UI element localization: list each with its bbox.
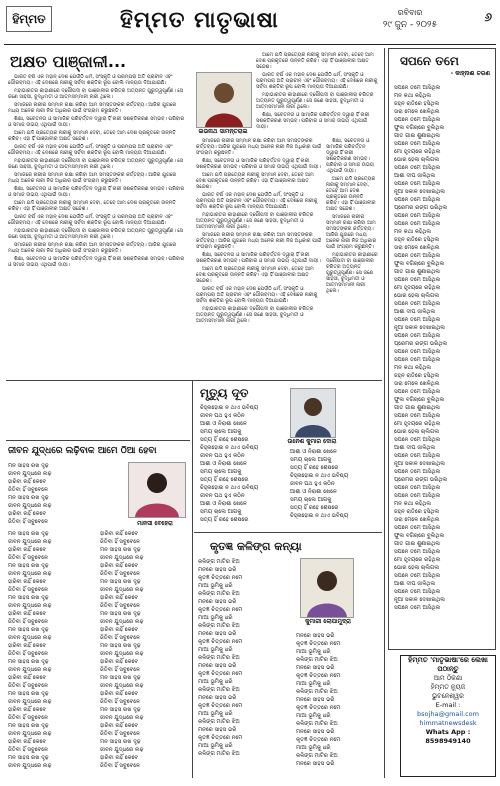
portrait-illustration bbox=[291, 389, 335, 437]
section-divider bbox=[6, 380, 382, 381]
poem-line: ସପନେ ତମେ ଆସିଥିଲ bbox=[394, 413, 441, 419]
poem-line: ଜୀବନ ଯୁଦ୍ଧରେ ଲଢ଼ bbox=[8, 699, 52, 705]
poem-line: ଜୀବନ ପଥ ହୁଏ କଠିନ bbox=[200, 453, 245, 459]
poem-line: ହାରିବା ନାହିଁ କେବେ bbox=[100, 755, 139, 761]
poem-line: ସପନେ ତମେ ଆସିଥିଲ bbox=[394, 197, 441, 203]
poem-line: ହାରିବା ନାହିଁ କେବେ bbox=[8, 707, 47, 713]
poem-line: କୃତଜ୍ଞ ଚିତ୍ତରେ ନମେ bbox=[296, 705, 341, 711]
article-paragraph: ଆମେ ଯଦି ପ୍ରତ୍ୟେକ ନାରୀକୁ ସମ୍ମାନ ଦେବା, ତେବେ ଆମ ଦେଶ ପ୍ରକୃତରେ ଉନ୍ନତି କରିବ। ଏହା ହିଁ ପାଞ୍ଜାଳୀର ଅକ୍ଷତ ସନ୍ଦେଶ। bbox=[326, 176, 376, 212]
article-paragraph: ସମାଜରେ ନାରୀର ସମ୍ମାନ ରକ୍ଷା କରିବା ଆମ ସମସ୍ତଙ୍କର କର୍ତ୍ତବ୍ୟ। ଆଜିର ଯୁଗରେ ମଧ୍ୟ ଅନେକ ନାରୀ ନିଜ ଅଧିକାର ପାଇଁ ସଂଗ୍ରାମ କରୁଛନ୍ତି। bbox=[8, 172, 177, 184]
poem-line: ସପନେ ତମେ ଆସିଥିଲ bbox=[394, 349, 441, 355]
poem-line: ଫୁଲ ବଗିଚାରେ ବୁଲିଥିଲ bbox=[394, 533, 445, 539]
poem-line: ଜହ୍ନ ରାତିରେ ହସିଥିଲ bbox=[394, 509, 440, 515]
poem-lines-col1 bbox=[8, 530, 98, 770]
poem-line: ମନରେ ସାହସ ଭରି bbox=[296, 665, 335, 671]
article-paragraph: ଭାରତ ବର୍ଷ ଏକ ମହାନ୍ ଦେଶ ଯେଉଁଠି ଧର୍ମ, ସଂସ୍କୃତି ଓ ପରମ୍ପରା ଅତି ପ୍ରାଚୀନ ଏବଂ ଗୌରବମୟ। ଏହି ଦେଶରେ ନାରୀକୁ ସର୍ବଦା ଶକ୍ତିର ରୂପ ବୋଲି ମାନ୍ୟତା ଦିଆଯାଇଛି। bbox=[8, 214, 173, 226]
contact-site[interactable]: himmatnewsdesk bbox=[419, 719, 477, 727]
poem-line: ତାରା ମେଳେ ଖେଳିଥିଲ bbox=[394, 245, 440, 251]
article-body-col3 bbox=[256, 52, 378, 138]
poem-line: ଆଶା ଦୀପ ଜାଳିଥିଲ bbox=[394, 173, 436, 179]
poem-line: ଜିତିବା ହିଁ ସବୁବେଳେ bbox=[8, 715, 49, 721]
poem-author: - କାହ୍ନାଈ ଚରଣ bbox=[450, 70, 490, 77]
poem-author: ଉନେଶ କୁମାର ଦୋରା bbox=[287, 438, 337, 445]
poem-line: ସପନେ ତମେ ଆସିଥିଲ bbox=[394, 357, 441, 363]
poem-line: ମାଆ ଭୂମିକୁ ଧରି bbox=[296, 713, 331, 719]
poem-line: ଜିତିବା ହିଁ ସବୁବେଳେ bbox=[8, 683, 49, 689]
poem-line: ପ୍ରେମର ରଙ୍ଗ ଭରିଥିଲ bbox=[394, 205, 448, 211]
poem-line: ସମୟ ଚାଲେ ଆଗକୁ bbox=[200, 469, 242, 475]
poem-line: ମନ ସାହସ ରଖ ଦୃଢ଼ bbox=[100, 675, 141, 681]
poem-line: ସପନେ ତମେ ଆସିଥିଲ bbox=[394, 605, 441, 611]
submission-contact-box bbox=[400, 655, 496, 777]
poem-line: ଆଶା ଓ ନିରାଶା ଖେଳେ bbox=[290, 489, 337, 495]
poem-line: ସପନେ ତମେ ଆସିଥିଲ bbox=[394, 165, 441, 171]
column-divider bbox=[192, 380, 193, 778]
contact-title: ହିମ୍ମତ 'ମାତୃଭାଷା'ରେ ଲେଖା ପଠାନ୍ତୁ bbox=[408, 656, 488, 673]
article-paragraph: ମହାଭାରତର କାହାଣୀରେ ଦ୍ରୌପଦୀ ବା ପାଞ୍ଜାଳୀର ଚରିତ୍ର ଅତ୍ୟନ୍ତ ଗୁରୁତ୍ୱପୂର୍ଣ୍ଣ। ସେ ଜଣେ ସାହସୀ, ବୁଦ୍ଧିମତୀ ଓ ଆତ୍ମସମ୍ମାନୀ ନାରୀ ଥିଲେ। bbox=[196, 212, 314, 230]
page-number: ୬ bbox=[484, 10, 492, 24]
poem-line: କୃତଜ୍ଞ ଚିତ୍ତରେ ନମେ bbox=[198, 575, 243, 581]
poem-line: ଫୁଲ ବଗିଚାରେ ବୁଲିଥିଲ bbox=[394, 125, 445, 131]
poem-line: ସପନେ ତମେ ଆସିଥିଲ bbox=[394, 389, 441, 395]
poem-author: କୁମାରୀ ଲୋପାମୁଦ୍ରା bbox=[305, 618, 351, 625]
poem-line: ଜୀବନ ଯୁଦ୍ଧରେ ଲଢ଼ bbox=[100, 619, 144, 625]
poem-line: ଫୁଲ ବଗିଚାରେ ବୁଲିଥିଲ bbox=[394, 261, 445, 267]
poem-line: ସପନେ ତମେ ଆସିଥିଲ bbox=[394, 277, 441, 283]
poem-line: ନୂଆ ସକାଳ ଦେଖାଇଥିଲ bbox=[394, 597, 445, 603]
poem-lines-col1 bbox=[198, 558, 294, 758]
poem-line: କୃତଜ୍ଞ ଚିତ୍ତରେ ନମେ bbox=[296, 641, 341, 647]
poem-line: ସପନେ ତମେ ଆସିଥିଲ bbox=[394, 301, 441, 307]
poem-line: ଜହ୍ନ ରାତିରେ ହସିଥିଲ bbox=[394, 237, 440, 243]
poem-line: ତାରା ମେଳେ ଖେଳିଥିଲ bbox=[394, 517, 440, 523]
poem-line: ମନରେ ସାହସ ଭରି bbox=[198, 727, 237, 733]
poem-line: ସପନେ ତମେ ଆସିଥିଲ bbox=[394, 469, 441, 475]
poem-line: ମନ ସାହସ ରଖ ଦୃଢ଼ bbox=[8, 563, 49, 569]
poem-line: ଜହ୍ନ ରାତିରେ ହସିଥିଲ bbox=[394, 373, 440, 379]
article-paragraph: ଶିକ୍ଷା, ସଚେତନତା ଓ ସାମାଜିକ ପରିବର୍ତ୍ତନ ଦ୍ୱାରା ହିଁ ନାରୀ ସଶକ୍ତିକରଣ ସମ୍ଭବ। ପରିବାର ଓ ସମାଜ ଉଭୟ ଏଥିପାଇଁ ଦାୟୀ। bbox=[196, 158, 321, 170]
article-author: ଇଭନାଥ ସାମନ୍ତରାଇ bbox=[198, 128, 248, 135]
article-body-col1 bbox=[8, 74, 188, 376]
poem-line: ସପନେ ତମେ ଆସିଥିଲ bbox=[394, 253, 441, 259]
poem-line: ଜିତିବା ହିଁ ସବୁବେଳେ bbox=[100, 539, 141, 545]
poem-line: ସପନେ ତମେ ଆସିଥିଲ bbox=[394, 589, 441, 595]
poem-line: ହାରିବା ନାହିଁ କେବେ bbox=[100, 691, 139, 697]
poem-line: ଜୀବନ ଯୁଦ୍ଧରେ ଲଢ଼ bbox=[8, 503, 52, 509]
article-paragraph: ମହାଭାରତର କାହାଣୀରେ ଦ୍ରୌପଦୀ ବା ପାଞ୍ଜାଳୀର ଚରିତ୍ର ଅତ୍ୟନ୍ତ ଗୁରୁତ୍ୱପୂର୍ଣ୍ଣ। ସେ ଜଣେ ସାହସୀ, ବୁଦ୍ଧିମତୀ ଓ ଆତ୍ମସମ୍ମାନୀ ନାରୀ ଥିଲେ। bbox=[196, 306, 314, 324]
email-label: E-mail : bbox=[435, 701, 461, 709]
poem-line: ହାରିବା ନାହିଁ କେବେ bbox=[100, 659, 139, 665]
portrait-illustration bbox=[301, 559, 353, 617]
poem-line: ହାରିବା ନାହିଁ କେବେ bbox=[8, 547, 47, 553]
poem-title: ସପନେ ତମେ bbox=[400, 54, 459, 68]
poem-line: ସପନେ ତମେ ଆସିଥିଲ bbox=[394, 333, 441, 339]
poem-line: ଆଶା ଦୀପ ଜାଳିଥିଲ bbox=[394, 309, 436, 315]
poem-line: ଆଶା ଓ ନିରାଶା ଖେଳେ bbox=[290, 449, 337, 455]
poem-line: ଜୀବନ ଯୁଦ୍ଧରେ ଲଢ଼ bbox=[100, 683, 144, 689]
poem-line: ଭୋର ହେଲା ଚାଲିଗଲ bbox=[394, 565, 440, 571]
contact-line: ଭୁବନେଶ୍ୱର bbox=[432, 692, 464, 700]
poem-line: ଜୀବନ ଯୁଦ୍ଧରେ ଲଢ଼ bbox=[8, 571, 52, 577]
poem-line: କଳିଙ୍ଗ ମାଟିର ଝିଅ bbox=[198, 559, 240, 565]
column-divider bbox=[384, 48, 385, 778]
poem-line: ସପନେ ତମେ ଆସିଥିଲ bbox=[394, 221, 441, 227]
article-paragraph: ଶିକ୍ଷା, ସଚେତନତା ଓ ସାମାଜିକ ପରିବର୍ତ୍ତନ ଦ୍ୱାରା ହିଁ ନାରୀ ସଶକ୍ତିକରଣ ସମ୍ଭବ। ପରିବାର ଓ ସମାଜ ଉଭୟ ଏଥିପାଇଁ ଦାୟୀ। bbox=[256, 112, 370, 130]
poem-line: ଜିତିବା ହିଁ ସବୁବେଳେ bbox=[8, 555, 49, 561]
poem-line: କଳିଙ୍ଗ ମାଟିର ଝିଅ bbox=[198, 687, 240, 693]
poem-line: ମାଆ ଭୂମିକୁ ଧରି bbox=[198, 647, 233, 653]
poem-line: କୃତଜ୍ଞ ଚିତ୍ତରେ ନମେ bbox=[198, 671, 243, 677]
poem-line: ଜୀବନ ପଥ ହୁଏ କଠିନ bbox=[200, 493, 245, 499]
poem-line: ଚିହ୍ନାହୋଇ ନ ଥାଏ ଭବିଷ୍ୟ bbox=[200, 485, 259, 491]
poem-line: ମନରେ ସାହସ ଭରି bbox=[296, 633, 335, 639]
poem-line: ଜୀବନ ଯୁଦ୍ଧରେ ଲଢ଼ bbox=[8, 635, 52, 641]
poem-line: ସପନେ ତମେ ଆସିଥିଲ bbox=[394, 437, 441, 443]
poem-lines-right bbox=[290, 448, 380, 520]
poem-line: ହାରିବା ନାହିଁ କେବେ bbox=[8, 511, 47, 517]
article-paragraph: ଆମେ ଯଦି ପ୍ରତ୍ୟେକ ନାରୀକୁ ସମ୍ମାନ ଦେବା, ତେବେ ଆମ ଦେଶ ପ୍ରକୃତରେ ଉନ୍ନତି କରିବ। ଏହା ହିଁ ପାଞ୍ଜାଳୀର ଅକ୍ଷତ ସନ୍ଦେଶ। bbox=[8, 130, 176, 142]
poem-line: ଜିତିବା ହିଁ ସବୁବେଳେ bbox=[100, 699, 141, 705]
poem-line: ମନ ସାହସ ରଖ ଦୃଢ଼ bbox=[100, 611, 141, 617]
poem-line: ଜୀବନ ଯୁଦ୍ଧରେ ଲଢ଼ bbox=[100, 651, 144, 657]
poem-line: କଳିଙ୍ଗ ମାଟିର ଝିଅ bbox=[296, 753, 338, 759]
poem-line: ପ୍ରେମର ରଙ୍ଗ ଭରିଥିଲ bbox=[394, 477, 448, 483]
poem-lines-col2 bbox=[100, 530, 190, 770]
poem-line: ମାଆ ଭୂମିକୁ ଧରି bbox=[198, 743, 233, 749]
poem-line: ହାରିବା ନାହିଁ କେବେ bbox=[8, 611, 47, 617]
poem-line: ମାଆ ଭୂମିକୁ ଧରି bbox=[198, 679, 233, 685]
poem-line: ମନରେ ସାହସ ଭରି bbox=[296, 761, 335, 767]
poem-line: ନୂଆ ସକାଳ ଦେଖାଇଥିଲ bbox=[394, 189, 445, 195]
page-title: ହିମ୍ମତ ମାତୃଭାଷା bbox=[120, 8, 279, 33]
poem-line: ଭୋର ହେଲା ଚାଲିଗଲ bbox=[394, 293, 440, 299]
poem-line: ମନରେ ସାହସ ଭରି bbox=[198, 567, 237, 573]
poem-line: ଜୀବନ ଯୁଦ୍ଧରେ ଲଢ଼ bbox=[100, 747, 144, 753]
poem-line: ଜୀବନ ପଥ ହୁଏ କଠିନ bbox=[200, 413, 245, 419]
poem-line: ସମୟ ଚାଲେ ଆଗକୁ bbox=[290, 497, 332, 503]
poem-line: ସପନେ ତମେ ଆସିଥିଲ bbox=[394, 85, 441, 91]
article-paragraph: ମହାଭାରତର କାହାଣୀରେ ଦ୍ରୌପଦୀ ବା ପାଞ୍ଜାଳୀର ଚରିତ୍ର ଅତ୍ୟନ୍ତ ଗୁରୁତ୍ୱପୂର୍ଣ୍ଣ। ସେ ଜଣେ ସାହସୀ, ବୁଦ୍ଧିମତୀ ଓ ଆତ୍ମସମ୍ମାନୀ ନାରୀ ଥିଲେ। bbox=[8, 228, 184, 240]
poem-line: କୃତଜ୍ଞ ଚିତ୍ତରେ ନମେ bbox=[198, 639, 243, 645]
article-paragraph: ଶିକ୍ଷା, ସଚେତନତା ଓ ସାମାଜିକ ପରିବର୍ତ୍ତନ ଦ୍ୱାରା ହିଁ ନାରୀ ସଶକ୍ତିକରଣ ସମ୍ଭବ। ପରିବାର ଓ ସମାଜ ଉଭୟ ଏଥିପାଇଁ ଦାୟୀ। bbox=[326, 138, 374, 174]
article-body-col4 bbox=[326, 138, 378, 376]
portrait-illustration bbox=[129, 463, 185, 517]
poem-line: ମାଆ ଭୂମିକୁ ଧରି bbox=[296, 745, 331, 751]
poem-line: ମନ କଥା କହିଥିଲ bbox=[394, 229, 432, 235]
poem-line: ଆଶା ଦୀପ ଜାଳିଥିଲ bbox=[394, 445, 436, 451]
poem-line: କୃତଜ୍ଞ ଚିତ୍ତରେ ନମେ bbox=[198, 607, 243, 613]
article-paragraph: ଆମେ ଯଦି ପ୍ରତ୍ୟେକ ନାରୀକୁ ସମ୍ମାନ ଦେବା, ତେବେ ଆମ ଦେଶ ପ୍ରକୃତରେ ଉନ୍ନତି କରିବ। ଏହା ହିଁ ପାଞ୍ଜାଳୀର ଅକ୍ଷତ ସନ୍ଦେଶ। bbox=[196, 172, 314, 190]
contact-line: ହିମ୍ମତ ନ୍ୟୁଜ bbox=[430, 683, 466, 691]
poem-line: ହାରିବା ନାହିଁ କେବେ bbox=[8, 479, 47, 485]
poem-line: କଳିଙ୍ଗ ମାଟିର ଝିଅ bbox=[198, 623, 240, 629]
poem-line: ଜୀବନ ଯୁଦ୍ଧରେ ଲଢ଼ bbox=[8, 667, 52, 673]
poem-line: ଜିତିବା ହିଁ ସବୁବେଳେ bbox=[8, 747, 49, 753]
poem-line: ଚିହ୍ନାହୋଇ ନ ଥାଏ ଭବିଷ୍ୟ bbox=[290, 473, 349, 479]
poem-line: କୃତଜ୍ଞ ଚିତ୍ତରେ ନମେ bbox=[198, 703, 243, 709]
poem-line: ଆଶା ଓ ନିରାଶା ଖେଳେ bbox=[200, 421, 247, 427]
poem-line: କଳିଙ୍ଗ ମାଟିର ଝିଅ bbox=[198, 719, 240, 725]
poem-line: କଳିଙ୍ଗ ମାଟିର ଝିଅ bbox=[198, 655, 240, 661]
article-paragraph: ମହାଭାରତର କାହାଣୀରେ ଦ୍ରୌପଦୀ ବା ପାଞ୍ଜାଳୀର ଚରିତ୍ର ଅତ୍ୟନ୍ତ ଗୁରୁତ୍ୱପୂର୍ଣ୍ଣ। ସେ ଜଣେ ସାହସୀ, ବୁଦ୍ଧିମତୀ ଓ ଆତ୍ମସମ୍ମାନୀ ନାରୀ ଥିଲେ। bbox=[256, 92, 374, 110]
poem-line: ହାରିବା ନାହିଁ କେବେ bbox=[8, 739, 47, 745]
poem-line: ସମୟ ଚାଲେ ଆଗକୁ bbox=[200, 509, 242, 515]
poem-line: ସତ୍ୟ ହିଁ ରହେ ଶେଷରେ bbox=[290, 505, 339, 511]
poem-line: ଜୀବନ ଯୁଦ୍ଧରେ ଲଢ଼ bbox=[8, 763, 52, 769]
poem-line: ହାରିବା ନାହିଁ କେବେ bbox=[100, 531, 139, 537]
poem-line: ଆଶା ଓ ନିରାଶା ଖେଳେ bbox=[200, 501, 247, 507]
article-paragraph: ଶିକ୍ଷା, ସଚେତନତା ଓ ସାମାଜିକ ପରିବର୍ତ୍ତନ ଦ୍ୱାରା ହିଁ ନାରୀ ସଶକ୍ତିକରଣ ସମ୍ଭବ। ପରିବାର ଓ ସମାଜ ଉଭୟ ଏଥିପାଇଁ ଦାୟୀ। bbox=[8, 186, 185, 198]
poem-line: ଜିତିବା ହିଁ ସବୁବେଳେ bbox=[8, 651, 49, 657]
poem-line: ସପନେ ତମେ ଆସିଥିଲ bbox=[394, 549, 441, 555]
poem-line: ସମୟ ଚାଲେ ଆଗକୁ bbox=[200, 429, 242, 435]
poem-line: ମୋ ହୃଦୟରେ ରହିଥିଲ bbox=[394, 557, 441, 563]
poem-line: ଜୀବନ ପଥ ହୁଏ କଠିନ bbox=[290, 481, 335, 487]
poem-line: କଳିଙ୍ଗ ମାଟିର ଝିଅ bbox=[296, 657, 338, 663]
poem-line: ମନରେ ସାହସ ଭରି bbox=[198, 695, 237, 701]
poem-line: ହାରିବା ନାହିଁ କେବେ bbox=[100, 563, 139, 569]
poem-line: ସପନେ ତମେ ଆସିଥିଲ bbox=[394, 573, 441, 579]
poem-line: ତାରା ମେଳେ ଖେଳିଥିଲ bbox=[394, 381, 440, 387]
poem-line: ମନ ସାହସ ରଖ ଦୃଢ଼ bbox=[8, 627, 49, 633]
poet-photo bbox=[290, 388, 336, 438]
poem-line: କଳିଙ୍ଗ ମାଟିର ଝିଅ bbox=[296, 689, 338, 695]
poem-title: ଜୀବନ ଯୁଦ୍ଧରେ ଲଢ଼ିବାକ ଆମେ ଠିଆ ହେବା bbox=[8, 446, 157, 456]
article-paragraph: ଭାରତ ବର୍ଷ ଏକ ମହାନ୍ ଦେଶ ଯେଉଁଠି ଧର୍ମ, ସଂସ୍କୃତି ଓ ପରମ୍ପରା ଅତି ପ୍ରାଚୀନ ଏବଂ ଗୌରବମୟ। ଏହି ଦେଶରେ ନାରୀକୁ ସର୍ବଦା ଶକ୍ତିର ରୂପ ବୋଲି ମାନ୍ୟତା ଦିଆଯାଇଛି। bbox=[196, 192, 318, 210]
newspaper-logo: ହିମ୍ମତ bbox=[6, 6, 52, 32]
poem-line: ସମୟ ଚାଲେ ଆଗକୁ bbox=[290, 457, 332, 463]
poem-line: ମନ ସାହସ ରଖ ଦୃଢ଼ bbox=[8, 463, 49, 469]
section-divider bbox=[6, 440, 190, 441]
poem-line: ସତ୍ୟ ହିଁ ରହେ ଶେଷରେ bbox=[290, 465, 339, 471]
poem-line: ମନ ସାହସ ରଖ ଦୃଢ଼ bbox=[100, 707, 141, 713]
poem-line: ହାରିବା ନାହିଁ କେବେ bbox=[100, 627, 139, 633]
poem-line: କୃତଜ୍ଞ ଚିତ୍ତରେ ନମେ bbox=[296, 737, 341, 743]
poem-line: ଜିତିବା ହିଁ ସବୁବେଳେ bbox=[100, 731, 141, 737]
poem-line: ମନ ସାହସ ରଖ ଦୃଢ଼ bbox=[8, 595, 49, 601]
poem-line: କଳିଙ୍ଗ ମାଟିର ଝିଅ bbox=[296, 721, 338, 727]
article-paragraph: ସମାଜରେ ନାରୀର ସମ୍ମାନ ରକ୍ଷା କରିବା ଆମ ସମସ୍ତଙ୍କର କର୍ତ୍ତବ୍ୟ। ଆଜିର ଯୁଗରେ ମଧ୍ୟ ଅନେକ ନାରୀ ନିଜ ଅଧିକାର ପାଇଁ ସଂଗ୍ରାମ କରୁଛନ୍ତି। bbox=[8, 242, 177, 254]
poem-title: କୃତଜ୍ଞ କଳିଙ୍ଗ କନ୍ୟା bbox=[210, 540, 302, 553]
poem-line: ସପନେ ତମେ ଆସିଥିଲ bbox=[394, 525, 441, 531]
poem-lines bbox=[8, 462, 126, 526]
poem-line: ଚିହ୍ନାହୋଇ ନ ଥାଏ ଭବିଷ୍ୟ bbox=[200, 445, 259, 451]
article-paragraph: ଭାରତ ବର୍ଷ ଏକ ମହାନ୍ ଦେଶ ଯେଉଁଠି ଧର୍ମ, ସଂସ୍କୃତି ଓ ପରମ୍ପରା ଅତି ପ୍ରାଚୀନ ଏବଂ ଗୌରବମୟ। ଏହି ଦେଶରେ ନାରୀକୁ ସର୍ବଦା ଶକ୍ତିର ରୂପ ବୋଲି ମାନ୍ୟତା ଦିଆଯାଇଛି। bbox=[8, 144, 173, 156]
poem-line: ମୋ ହୃଦୟରେ ରହିଥିଲ bbox=[394, 285, 441, 291]
poem-line: ତାରା ମେଳେ ଖେଳିଥିଲ bbox=[394, 109, 440, 115]
poem-line: କୃତଜ୍ଞ ଚିତ୍ତରେ ନମେ bbox=[296, 673, 341, 679]
poem-line: ସପନେ ତମେ ଆସିଥିଲ bbox=[394, 213, 441, 219]
poem-line: ମନ କଥା କହିଥିଲ bbox=[394, 365, 432, 371]
poem-line: ହାରିବା ନାହିଁ କେବେ bbox=[100, 595, 139, 601]
author-photo bbox=[196, 72, 252, 128]
masthead bbox=[0, 0, 500, 44]
poem-line: ସପନେ ତମେ ଆସିଥିଲ bbox=[394, 181, 441, 187]
poem-line: ଗୀତ ଗାଇ ଶୁଣାଇଥିଲ bbox=[394, 269, 440, 275]
poem-line: ମନ ସାହସ ରଖ ଦୃଢ଼ bbox=[100, 547, 141, 553]
poem-line: ମନ ସାହସ ରଖ ଦୃଢ଼ bbox=[100, 579, 141, 585]
poem-line: ମାଆ ଭୂମିକୁ ଧରି bbox=[296, 681, 331, 687]
poem-line: ହାରିବା ନାହିଁ କେବେ bbox=[100, 723, 139, 729]
poem-line: ଜୀବନ ଯୁଦ୍ଧରେ ଲଢ଼ bbox=[100, 587, 144, 593]
poem-line: ସତ୍ୟ ହିଁ ରହେ ଶେଷରେ bbox=[200, 517, 249, 523]
poem-line: ଆଶା ଓ ନିରାଶା ଖେଳେ bbox=[200, 461, 247, 467]
poem-lines bbox=[394, 84, 490, 612]
date-box bbox=[360, 8, 460, 38]
poem-line: ମନରେ ସାହସ ଭରି bbox=[296, 729, 335, 735]
poem-line: ଜିତିବା ହିଁ ସବୁବେଳେ bbox=[100, 603, 141, 609]
article-title: ଅକ୍ଷତ ପାଞ୍ଜାଳୀ... bbox=[10, 52, 127, 71]
portrait-illustration bbox=[197, 73, 251, 127]
article-paragraph: ଆମେ ଯଦି ପ୍ରତ୍ୟେକ ନାରୀକୁ ସମ୍ମାନ ଦେବା, ତେବେ ଆମ ଦେଶ ପ୍ରକୃତରେ ଉନ୍ନତି କରିବ। ଏହା ହିଁ ପାଞ୍ଜାଳୀର ଅକ୍ଷତ ସନ୍ଦେଶ। bbox=[196, 266, 314, 284]
poem-line: ସପନେ ତମେ ଆସିଥିଲ bbox=[394, 493, 441, 499]
poem-line: ଜିତିବା ହିଁ ସବୁବେଳେ bbox=[100, 667, 141, 673]
poem-line: ସପନେ ତମେ ଆସିଥିଲ bbox=[394, 317, 441, 323]
poem-line: ଜୀବନ ଯୁଦ୍ଧରେ ଲଢ଼ bbox=[8, 603, 52, 609]
poem-line: ଜୀବନ ଯୁଦ୍ଧରେ ଲଢ଼ bbox=[100, 555, 144, 561]
poem-line: ଜିତିବା ହିଁ ସବୁବେଳେ bbox=[8, 519, 49, 525]
poem-line: ଜୀବନ ଯୁଦ୍ଧରେ ଲଢ଼ bbox=[8, 471, 52, 477]
poem-line: ମୋ ହୃଦୟରେ ରହିଥିଲ bbox=[394, 149, 441, 155]
poem-title: ମୃତ୍ୟୁ ଦୂତ bbox=[200, 386, 249, 400]
poem-line: ହାରିବା ନାହିଁ କେବେ bbox=[8, 643, 47, 649]
poem-line: କଳିଙ୍ଗ ମାଟିର ଝିଅ bbox=[198, 591, 240, 597]
poem-line: ଗୀତ ଗାଇ ଶୁଣାଇଥିଲ bbox=[394, 541, 440, 547]
poem-line: ଜହ୍ନ ରାତିରେ ହସିଥିଲ bbox=[394, 101, 440, 107]
article-paragraph: ଆମେ ଯଦି ପ୍ରତ୍ୟେକ ନାରୀକୁ ସମ୍ମାନ ଦେବା, ତେବେ ଆମ ଦେଶ ପ୍ରକୃତରେ ଉନ୍ନତି କରିବ। ଏହା ହିଁ ପାଞ୍ଜାଳୀର ଅକ୍ଷତ ସନ୍ଦେଶ। bbox=[256, 52, 374, 70]
poem-line: ହାରିବା ନାହିଁ କେବେ bbox=[8, 675, 47, 681]
poem-line: ସପନେ ତମେ ଆସିଥିଲ bbox=[394, 117, 441, 123]
poem-line: ମାଆ ଭୂମିକୁ ଧରି bbox=[198, 711, 233, 717]
poem-line: ଜିତିବା ହିଁ ସବୁବେଳେ bbox=[100, 571, 141, 577]
article-paragraph: ଶିକ୍ଷା, ସଚେତନତା ଓ ସାମାଜିକ ପରିବର୍ତ୍ତନ ଦ୍ୱାରା ହିଁ ନାରୀ ସଶକ୍ତିକରଣ ସମ୍ଭବ। ପରିବାର ଓ ସମାଜ ଉଭୟ ଏଥିପାଇଁ ଦାୟୀ। bbox=[196, 252, 321, 264]
poem-lines bbox=[200, 404, 288, 524]
poem-line: ଜିତିବା ହିଁ ସବୁବେଳେ bbox=[8, 587, 49, 593]
poem-line: ଜିତିବା ହିଁ ସବୁବେଳେ bbox=[100, 763, 141, 769]
article-paragraph: ଭାରତ ବର୍ଷ ଏକ ମହାନ୍ ଦେଶ ଯେଉଁଠି ଧର୍ମ, ସଂସ୍କୃତି ଓ ପରମ୍ପରା ଅତି ପ୍ରାଚୀନ ଏବଂ ଗୌରବମୟ। ଏହି ଦେଶରେ ନାରୀକୁ ସର୍ବଦା ଶକ୍ତିର ରୂପ ବୋଲି ମାନ୍ୟତା ଦିଆଯାଇଛି। bbox=[256, 72, 378, 90]
poem-line: ହାରିବା ନାହିଁ କେବେ bbox=[8, 579, 47, 585]
poem-line: ଚିହ୍ନାହୋଇ ନ ଥାଏ ଭବିଷ୍ୟ bbox=[200, 405, 259, 411]
poem-line: ମନ ସାହସ ରଖ ଦୃଢ଼ bbox=[100, 643, 141, 649]
poem-line: ଫୁଲ ବଗିଚାରେ ବୁଲିଥିଲ bbox=[394, 397, 445, 403]
poem-line: ମନରେ ସାହସ ଭରି bbox=[296, 697, 335, 703]
poem-line: ମାଆ ଭୂମିକୁ ଧରି bbox=[198, 583, 233, 589]
issue-date: ୨୯ ଜୁନ - ୨୦୨୫ bbox=[382, 20, 438, 30]
article-paragraph: ଭାରତ ବର୍ଷ ଏକ ମହାନ୍ ଦେଶ ଯେଉଁଠି ଧର୍ମ, ସଂସ୍କୃତି ଓ ପରମ୍ପରା ଅତି ପ୍ରାଚୀନ ଏବଂ ଗୌରବମୟ। ଏହି ଦେଶରେ ନାରୀକୁ ସର୍ବଦା ଶକ୍ତିର ରୂପ ବୋଲି ମାନ୍ୟତା ଦିଆଯାଇଛି। bbox=[196, 286, 318, 304]
poem-line: ମନ ସାହସ ରଖ ଦୃଢ଼ bbox=[8, 723, 49, 729]
article-paragraph: ଶିକ୍ଷା, ସଚେତନତା ଓ ସାମାଜିକ ପରିବର୍ତ୍ତନ ଦ୍ୱାରା ହିଁ ନାରୀ ସଶକ୍ତିକରଣ ସମ୍ଭବ। ପରିବାର ଓ ସମାଜ ଉଭୟ ଏଥିପାଇଁ ଦାୟୀ। bbox=[8, 116, 185, 128]
article-paragraph: ସମାଜରେ ନାରୀର ସମ୍ମାନ ରକ୍ଷା କରିବା ଆମ ସମସ୍ତଙ୍କର କର୍ତ୍ତବ୍ୟ। ଆଜିର ଯୁଗରେ ମଧ୍ୟ ଅନେକ ନାରୀ ନିଜ ଅଧିକାର ପାଇଁ ସଂଗ୍ରାମ କରୁଛନ୍ତି। bbox=[196, 232, 322, 250]
poem-line: ମନ ସାହସ ରଖ ଦୃଢ଼ bbox=[8, 531, 49, 537]
article-paragraph: ଭାରତ ବର୍ଷ ଏକ ମହାନ୍ ଦେଶ ଯେଉଁଠି ଧର୍ମ, ସଂସ୍କୃତି ଓ ପରମ୍ପରା ଅତି ପ୍ରାଚୀନ ଏବଂ ଗୌରବମୟ। ଏହି ଦେଶରେ ନାରୀକୁ ସର୍ବଦା ଶକ୍ତିର ରୂପ ବୋଲି ମାନ୍ୟତା ଦିଆଯାଇଛି। bbox=[8, 74, 173, 86]
poem-line: ଜିତିବା ହିଁ ସବୁବେଳେ bbox=[100, 635, 141, 641]
poem-line: ମାଆ ଭୂମିକୁ ଧରି bbox=[198, 615, 233, 621]
article-paragraph: ମହାଭାରତର କାହାଣୀରେ ଦ୍ରୌପଦୀ ବା ପାଞ୍ଜାଳୀର ଚରିତ୍ର ଅତ୍ୟନ୍ତ ଗୁରୁତ୍ୱପୂର୍ଣ୍ଣ। ସେ ଜଣେ ସାହସୀ, ବୁଦ୍ଧିମତୀ ଓ ଆତ୍ମସମ୍ମାନୀ ନାରୀ ଥିଲେ। bbox=[8, 158, 184, 170]
poem-line: ମନ ସାହସ ରଖ ଦୃଢ଼ bbox=[8, 691, 49, 697]
poem-line: ଜୀବନ ଯୁଦ୍ଧରେ ଲଢ଼ bbox=[8, 731, 52, 737]
poem-line: ମନ କଥା କହିଥିଲ bbox=[394, 501, 432, 507]
article-body-col2 bbox=[196, 138, 322, 376]
article-paragraph: ଶିକ୍ଷା, ସଚେତନତା ଓ ସାମାଜିକ ପରିବର୍ତ୍ତନ ଦ୍ୱାରା ହିଁ ନାରୀ ସଶକ୍ତିକରଣ ସମ୍ଭବ। ପରିବାର ଓ ସମାଜ ଉଭୟ ଏଥିପାଇଁ ଦାୟୀ। bbox=[8, 256, 185, 268]
poem-line: ମନ ସାହସ ରଖ ଦୃଢ଼ bbox=[8, 659, 49, 665]
poem-line: ମନରେ ସାହସ ଭରି bbox=[198, 599, 237, 605]
poem-line: ସତ୍ୟ ହିଁ ରହେ ଶେଷରେ bbox=[200, 477, 249, 483]
poem-line: ମନ ସାହସ ରଖ ଦୃଢ଼ bbox=[100, 739, 141, 745]
poem-line: ମନରେ ସାହସ ଭରି bbox=[198, 663, 237, 669]
contact-email[interactable]: bsojha@gmail.com bbox=[417, 710, 479, 718]
poem-line: ସପନେ ତମେ ଆସିଥିଲ bbox=[394, 485, 441, 491]
poem-line: ମନ ସାହସ ରଖ ଦୃଢ଼ bbox=[8, 495, 49, 501]
poem-line: କଳିଙ୍ଗ ମାଟିର ଝିଅ bbox=[198, 751, 240, 757]
poem-line: ମନ କଥା କହିଥିଲ bbox=[394, 93, 432, 99]
poem-line: ଜୀବନ ଯୁଦ୍ଧରେ ଲଢ଼ bbox=[100, 715, 144, 721]
contact-line: ଆମ ଠିକଣା bbox=[433, 674, 463, 682]
poem-line: ନୂଆ ସକାଳ ଦେଖାଇଥିଲ bbox=[394, 461, 445, 467]
poem-line: ମନ ସାହସ ରଖ ଦୃଢ଼ bbox=[8, 755, 49, 761]
poem-line: ନୂଆ ସକାଳ ଦେଖାଇଥିଲ bbox=[394, 325, 445, 331]
poem-author: ମାନସୀ ବେହେରା bbox=[137, 520, 173, 527]
whatsapp-number[interactable]: 8598949140 bbox=[425, 737, 471, 745]
article-paragraph: ସମାଜରେ ନାରୀର ସମ୍ମାନ ରକ୍ଷା କରିବା ଆମ ସମସ୍ତଙ୍କର କର୍ତ୍ତବ୍ୟ। ଆଜିର ଯୁଗରେ ମଧ୍ୟ ଅନେକ ନାରୀ ନିଜ ଅଧିକାର ପାଇଁ ସଂଗ୍ରାମ କରୁଛନ୍ତି। bbox=[326, 214, 377, 250]
poem-line: ଜୀବନ ଯୁଦ୍ଧରେ ଲଢ଼ bbox=[8, 539, 52, 545]
poem-line: ମନରେ ସାହସ ଭରି bbox=[198, 631, 237, 637]
poem-line: ଭୋର ହେଲା ଚାଲିଗଲ bbox=[394, 157, 440, 163]
weekday: ରବିବାର bbox=[397, 8, 423, 17]
article-paragraph: ସମାଜରେ ନାରୀର ସମ୍ମାନ ରକ୍ଷା କରିବା ଆମ ସମସ୍ତଙ୍କର କର୍ତ୍ତବ୍ୟ। ଆଜିର ଯୁଗରେ ମଧ୍ୟ ଅନେକ ନାରୀ ନିଜ ଅଧିକାର ପାଇଁ ସଂଗ୍ରାମ କରୁଛନ୍ତି। bbox=[196, 138, 322, 156]
poem-line: ସପନେ ତମେ ଆସିଥିଲ bbox=[394, 453, 441, 459]
article-paragraph: ସମାଜରେ ନାରୀର ସମ୍ମାନ ରକ୍ଷା କରିବା ଆମ ସମସ୍ତଙ୍କର କର୍ତ୍ତବ୍ୟ। ଆଜିର ଯୁଗରେ ମଧ୍ୟ ଅନେକ ନାରୀ ନିଜ ଅଧିକାର ପାଇଁ ସଂଗ୍ରାମ କରୁଛନ୍ତି। bbox=[8, 102, 177, 114]
masthead-rule bbox=[4, 44, 496, 45]
poem-line: ଚିହ୍ନାହୋଇ ନ ଥାଏ ଭବିଷ୍ୟ bbox=[290, 513, 349, 519]
poem-line: ସପନେ ତମେ ଆସିଥିଲ bbox=[394, 141, 441, 147]
article-paragraph: ଆମେ ଯଦି ପ୍ରତ୍ୟେକ ନାରୀକୁ ସମ୍ମାନ ଦେବା, ତେବେ ଆମ ଦେଶ ପ୍ରକୃତରେ ଉନ୍ନତି କରିବ। ଏହା ହିଁ ପାଞ୍ଜାଳୀର ଅକ୍ଷତ ସନ୍ଦେଶ। bbox=[8, 200, 176, 212]
poet-photo bbox=[300, 558, 354, 618]
poem-line: ଗୀତ ଗାଇ ଶୁଣାଇଥିଲ bbox=[394, 405, 440, 411]
poem-line: ପ୍ରେମର ରଙ୍ଗ ଭରିଥିଲ bbox=[394, 341, 448, 347]
poem-line: ଭୋର ହେଲା ଚାଲିଗଲ bbox=[394, 429, 440, 435]
poem-line: ମୋ ହୃଦୟରେ ରହିଥିଲ bbox=[394, 421, 441, 427]
poem-line: ଆଶା ଦୀପ ଜାଳିଥିଲ bbox=[394, 581, 436, 587]
whatsapp-label: Whats App : bbox=[425, 728, 471, 736]
poem-line: ଜିତିବା ହିଁ ସବୁବେଳେ bbox=[8, 487, 49, 493]
poem-lines-col2 bbox=[296, 632, 382, 768]
poem-line: ଜିତିବା ହିଁ ସବୁବେଳେ bbox=[8, 619, 49, 625]
poem-line: ମାଆ ଭୂମିକୁ ଧରି bbox=[296, 649, 331, 655]
article-paragraph: ମହାଭାରତର କାହାଣୀରେ ଦ୍ରୌପଦୀ ବା ପାଞ୍ଜାଳୀର ଚରିତ୍ର ଅତ୍ୟନ୍ତ ଗୁରୁତ୍ୱପୂର୍ଣ୍ଣ। ସେ ଜଣେ ସାହସୀ, ବୁଦ୍ଧିମତୀ ଓ ଆତ୍ମସମ୍ମାନୀ ନାରୀ ଥିଲେ। bbox=[8, 88, 184, 100]
article-paragraph: ମହାଭାରତର କାହାଣୀରେ ଦ୍ରୌପଦୀ ବା ପାଞ୍ଜାଳୀର ଚରିତ୍ର ଅତ୍ୟନ୍ତ ଗୁରୁତ୍ୱପୂର୍ଣ୍ଣ। ସେ ଜଣେ ସାହସୀ, ବୁଦ୍ଧିମତୀ ଓ ଆତ୍ମସମ୍ମାନୀ ନାରୀ ଥିଲେ। bbox=[326, 252, 378, 294]
poet-photo bbox=[128, 462, 186, 518]
poem-line: ଗୀତ ଗାଇ ଶୁଣାଇଥିଲ bbox=[394, 133, 440, 139]
section-divider bbox=[194, 532, 382, 533]
poem-line: ସତ୍ୟ ହିଁ ରହେ ଶେଷରେ bbox=[200, 437, 249, 443]
poem-line: କୃତଜ୍ଞ ଚିତ୍ତରେ ନମେ bbox=[198, 735, 243, 741]
